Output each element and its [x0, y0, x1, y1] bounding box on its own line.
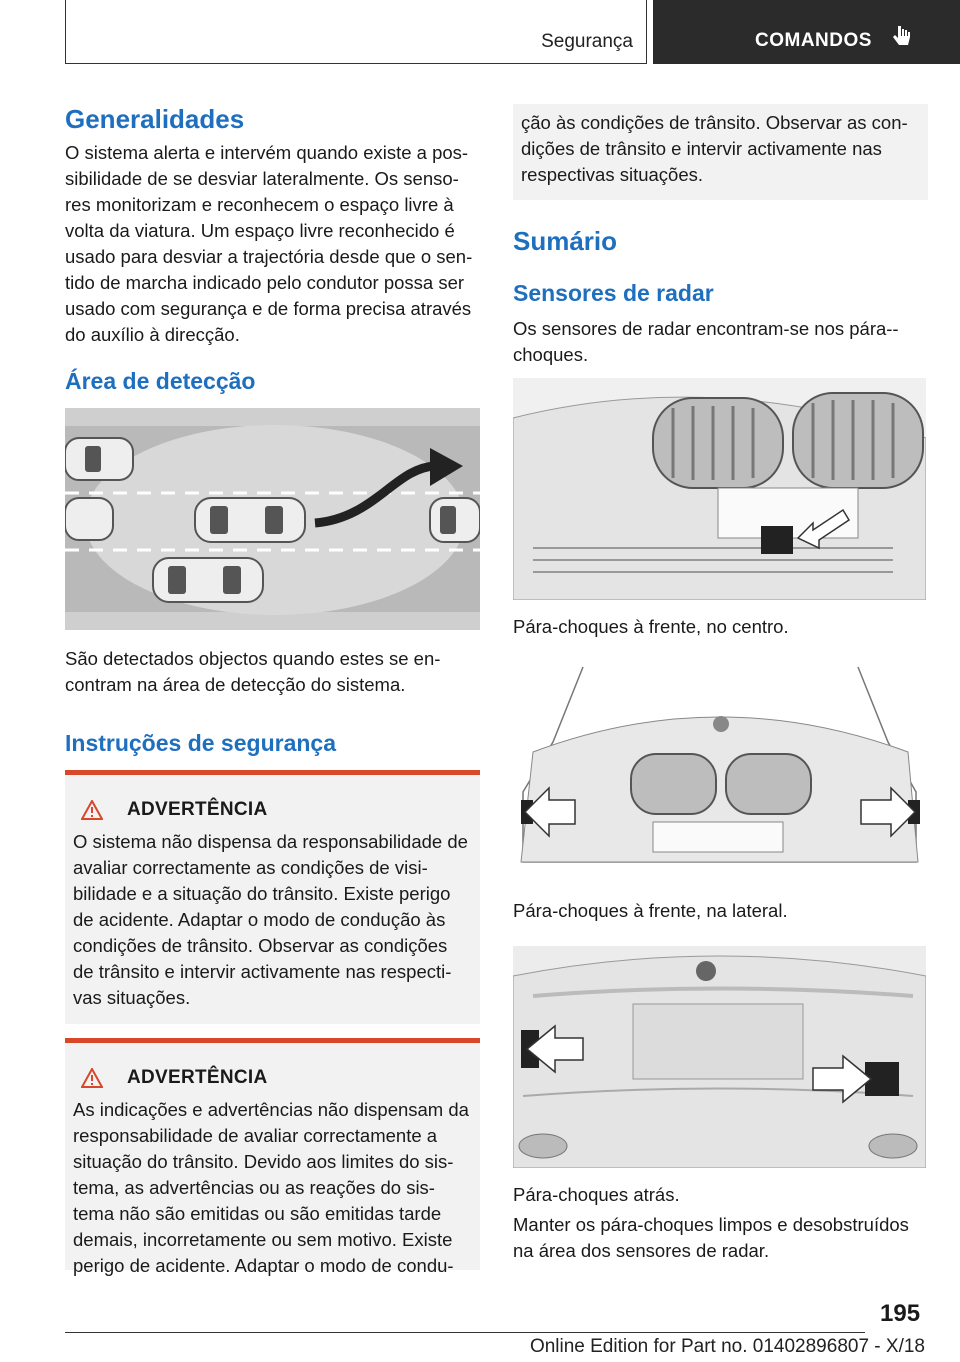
warning-1-text: O sistema não dispensa da responsabilidade de avaliar correctamente as condições de visi-bilidade e a situação do trânsito. Existe perigo de acidente. Adaptar o modo de condução às condições de trânsito. Observar as condições de trânsito e intervir activamente nas respecti-vas situações. [73, 831, 468, 1008]
image-front-bumper-lateral [513, 662, 926, 884]
image-front-bumper-center [513, 378, 926, 600]
warning-2-title: ADVERTÊNCIA [127, 1067, 268, 1088]
warning-2-text: As indicações e advertências não dispensam da responsabilidade de avaliar correctamente a situação do trânsito. Devido aos limites do sis-tema, as advertências ou as reações do sis-tema não são emitidas ou são emitidas tarde demais, incorretamente ou sem motivo. Existe perigo de acidente. Adaptar o modo de condu- [73, 1099, 469, 1276]
warning-continuation-text: ção às condições de trânsito. Observar as con-dições de trânsito e intervir activamente nas respectivas situações. [521, 112, 908, 185]
warning-2-header [73, 1067, 472, 1089]
front-bumper-center-drawing [513, 378, 926, 600]
page-number: 195 [880, 1300, 921, 1327]
heading-instrucoes-seguranca: Instruções de segurança [65, 730, 336, 756]
warning-triangle-icon [81, 800, 103, 820]
header-section-title: Segurança [541, 31, 633, 52]
header-tab-comandos[interactable] [653, 0, 960, 64]
heading-area-deteccao: Área de detecção [65, 368, 256, 394]
caption-area-deteccao: São detectados objectos quando estes se en-contram na área de detecção do sistema. [65, 648, 441, 695]
text-closing: Manter os pára-choques limpos e desobstruídos na área dos sensores de radar. [513, 1214, 909, 1261]
caption-front-center: Pára-choques à frente, no centro. [513, 616, 789, 637]
detection-area-illustration [65, 408, 480, 630]
header-tab-label: COMANDOS [755, 30, 872, 51]
warning-1-header [73, 799, 472, 821]
warning-continuation-box [513, 104, 928, 200]
image-rear-bumper [513, 946, 926, 1168]
detection-area-diagram [65, 408, 480, 630]
heading-generalidades: Generalidades [65, 104, 245, 134]
warning-1-title: ADVERTÊNCIA [127, 799, 268, 820]
warning-box-2 [65, 1038, 480, 1276]
heading-sensores-radar: Sensores de radar [513, 280, 714, 306]
heading-sumario: Sumário [513, 226, 618, 256]
text-sensores-radar: Os sensores de radar encontram-se nos pára--choques. [513, 318, 899, 365]
caption-front-lateral: Pára-choques à frente, na lateral. [513, 900, 788, 921]
footer-divider [65, 1332, 865, 1333]
footer-edition: Online Edition for Part no. 01402896807 - X/18 [529, 1336, 925, 1357]
rear-bumper-drawing [513, 946, 926, 1168]
warning-box-1 [65, 770, 480, 1024]
warning-triangle-icon [81, 1068, 103, 1088]
front-bumper-lateral-drawing [513, 662, 926, 884]
text-generalidades: O sistema alerta e intervém quando existe a pos-sibilidade de se desviar lateralmente. Os senso-res monitorizam e reconhecem o espaço livre à volta da viatura. Um espaço livre reconhecido é usado para desviar a trajectória desde que o sen-tido de marcha indicado pelo condutor possa ser usado com segurança e de forma precisa através do auxílio à direcção. [65, 142, 473, 345]
hand-pointer-icon [891, 24, 913, 50]
caption-rear: Pára-choques atrás. [513, 1184, 680, 1205]
